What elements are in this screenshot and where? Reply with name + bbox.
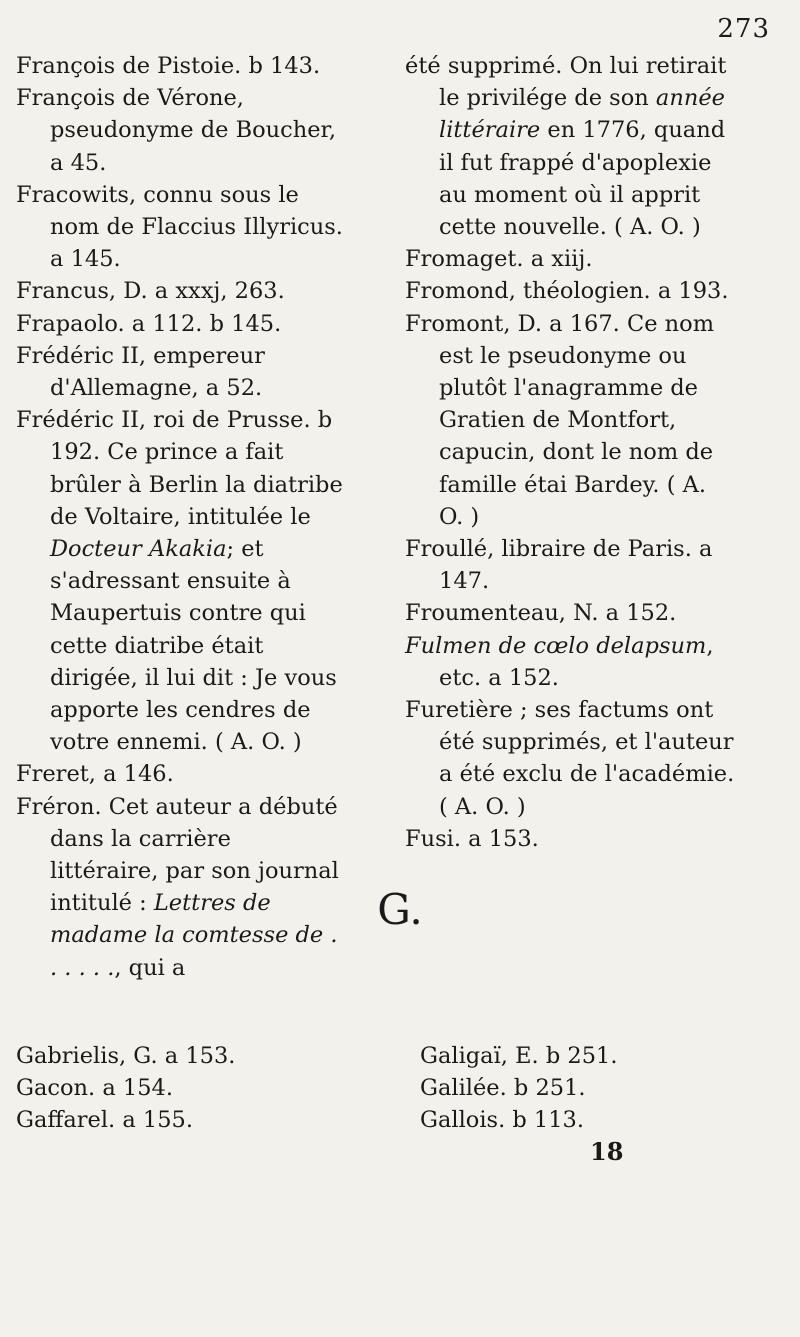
index-entry — [405, 630, 735, 694]
index-entry — [405, 823, 735, 855]
index-entry: Gaffarel. a 155. — [16, 1107, 194, 1134]
g-left-column — [16, 1040, 346, 1137]
section-letter: G. — [377, 885, 423, 934]
index-entry — [16, 179, 346, 276]
index-entry — [405, 243, 735, 275]
entry-text: Fréron. Cet auteur a débuté dans la carrière littéraire, par son journal intitulé : — [16, 793, 339, 917]
entry-text: Fromont, D. a 167. Ce nom est le pseudonyme ou plutôt l'anagramme de Gratien de Montfort, capucin, dont le nom de famille étai Bardey. ( A. O. ) — [405, 310, 715, 530]
page-number: 273 — [717, 14, 770, 44]
entry-text: François de Vérone, pseudonyme de Boucher, a 45. — [16, 85, 336, 176]
entry-text: Freret, a 146. — [16, 761, 174, 788]
index-entry — [16, 50, 346, 82]
entry-text: Francus, D. a xxxj, 263. — [16, 278, 285, 305]
index-entry — [405, 50, 735, 243]
entry-text: François de Pistoie. b 143. — [16, 53, 321, 79]
entry-text-tail: ; et s'adressant ensuite à Maupertuis contre qui cette diatribe était dirigée, il lui dit : Je vous apporte les cendres de votre ennemi. ( A. O. ) — [50, 536, 337, 756]
index-entry: Gallois. b 113. — [420, 1107, 585, 1134]
index-entry — [405, 308, 735, 533]
index-entry — [405, 694, 735, 823]
index-entry — [16, 340, 346, 404]
index-entry — [16, 308, 346, 340]
index-entry — [16, 758, 346, 790]
entry-text-tail: , qui a — [114, 954, 186, 981]
entry-text: Fusi. a 153. — [405, 825, 539, 852]
entry-text: Furetière ; ses factums ont été supprimés, et l'auteur a été exclu de l'académie. ( A. O. ) — [405, 697, 735, 820]
index-entry: Gacon. a 154. — [16, 1075, 173, 1102]
entry-text: Frédéric II, roi de Prusse. b 192. Ce prince a fait brûler à Berlin la diatribe de Voltaire, intitulée le — [16, 407, 343, 530]
g-right-column — [420, 1040, 750, 1137]
entry-text: Fromaget. a xiij. — [405, 246, 593, 273]
entry-title-italic: année littéraire — [439, 85, 725, 144]
entry-text: Frapaolo. a 112. b 145. — [16, 310, 282, 337]
entry-text: été supprimé. On lui retirait le privilége de son — [405, 53, 727, 112]
entry-title-italic: Fulmen de cœlo delapsum — [405, 632, 707, 659]
index-entry — [16, 82, 346, 179]
entry-text-tail: en 1776, quand il fut frappé d'apoplexie au moment où il apprit cette nouvelle. ( A. O. ) — [439, 117, 726, 241]
index-entry — [405, 275, 735, 307]
index-entry — [405, 597, 735, 629]
entry-title-italic: Lettres de madame la comtesse de . . . . . . — [50, 890, 338, 981]
left-column — [16, 50, 346, 984]
index-entry — [16, 404, 346, 758]
right-column — [405, 50, 735, 855]
index-entry: Galilée. b 251. — [420, 1075, 586, 1102]
index-entry: Gabrielis, G. a 153. — [16, 1043, 236, 1069]
index-entry — [16, 275, 346, 307]
entry-text-tail: , etc. a 152. — [439, 632, 714, 691]
entry-text: Frédéric II, empereur d'Allemagne, a 52. — [16, 342, 265, 402]
index-entry — [405, 533, 735, 597]
entry-text: Froullé, libraire de Paris. a 147. — [405, 536, 713, 595]
signature-mark: 18 — [590, 1137, 624, 1166]
entry-text: Froumenteau, N. a 152. — [405, 600, 677, 627]
index-entry: Galigaï, E. b 251. — [420, 1043, 618, 1069]
entry-text: Fracowits, connu sous le nom de Flaccius Illyricus. a 145. — [16, 181, 343, 273]
entry-title-italic: Docteur Akakia — [50, 536, 227, 563]
entry-text: Fromond, théologien. a 193. — [405, 278, 729, 305]
